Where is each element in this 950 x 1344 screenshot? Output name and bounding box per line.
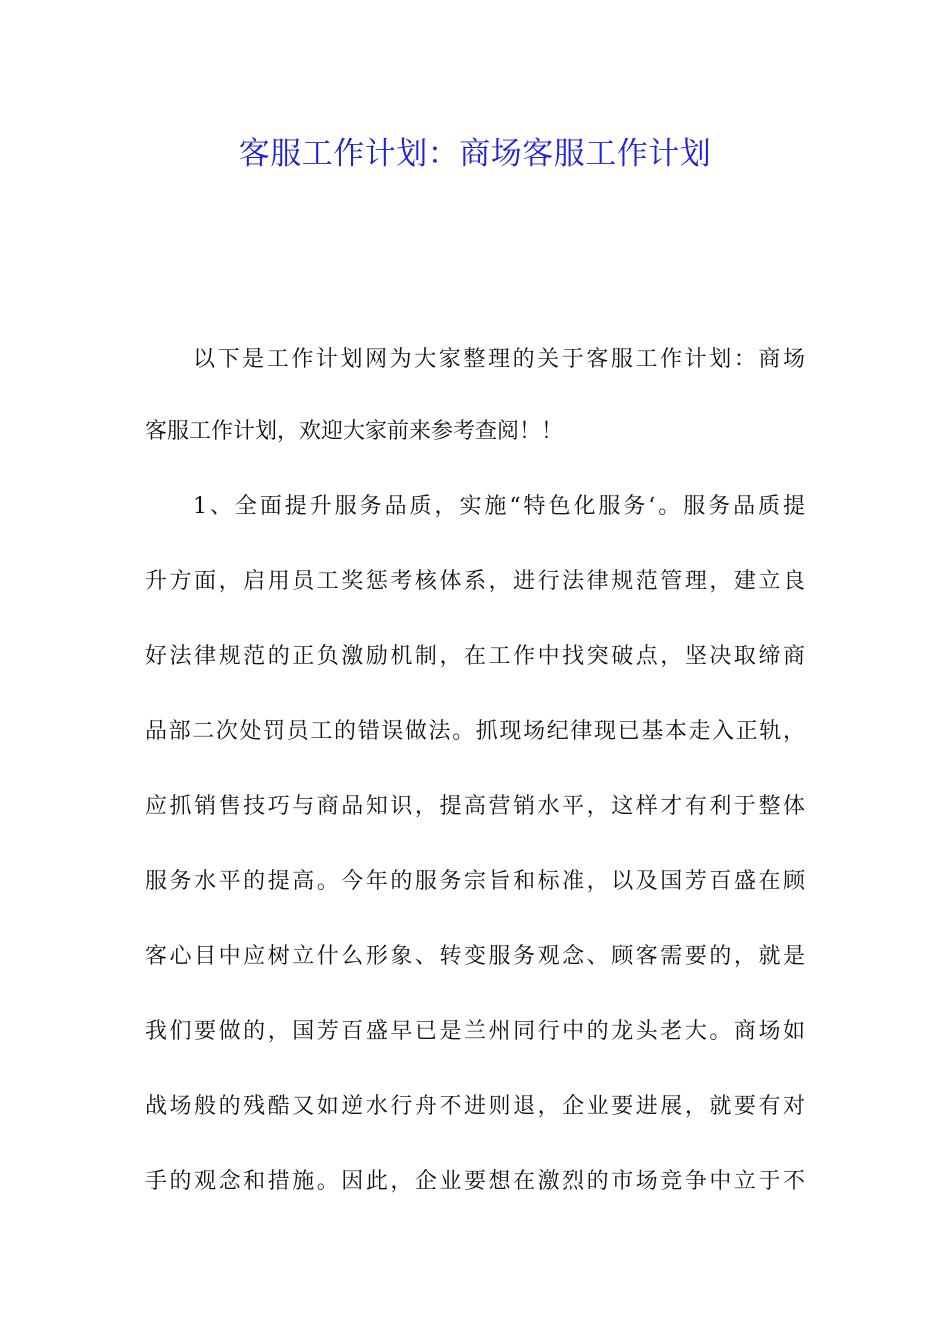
paragraph-line: 服务水平的提高。今年的服务宗旨和标准，以及国芳百盛在顾 <box>145 869 805 894</box>
document-body <box>145 340 805 1200</box>
paragraph-line: 升方面，启用员工奖惩考核体系，进行法律规范管理，建立良 <box>145 569 805 594</box>
paragraph-line: 客心目中应树立什么形象、转变服务观念、顾客需要的，就是 <box>145 944 805 969</box>
paragraph-line: 好法律规范的正负激励机制，在工作中找突破点，坚决取缔商 <box>145 644 805 669</box>
paragraph-line: 客服工作计划，欢迎大家前来参考查阅！！ <box>145 419 564 444</box>
paragraph-line: 品部二次处罚员工的错误做法。抓现场纪律现已基本走入正轨， <box>145 719 805 744</box>
paragraph-line: 以下是工作计划网为大家整理的关于客服工作计划：商场 <box>193 347 805 372</box>
paragraph-line: 应抓销售技巧与商品知识，提高营销水平，这样才有利于整体 <box>145 794 805 819</box>
document-title: 客服工作计划：商场客服工作计划 <box>238 136 712 172</box>
paragraph-line: 1、全面提升服务品质，实施“特色化服务‘。服务品质提 <box>193 494 805 519</box>
paragraph-line: 战场般的残酷又如逆水行舟不进则退，企业要进展，就要有对 <box>145 1094 805 1119</box>
paragraph-line: 手的观念和措施。因此，企业要想在激烈的市场竞争中立于不 <box>145 1169 805 1194</box>
paragraph-line: 我们要做的，国芳百盛早已是兰州同行中的龙头老大。商场如 <box>145 1019 805 1044</box>
